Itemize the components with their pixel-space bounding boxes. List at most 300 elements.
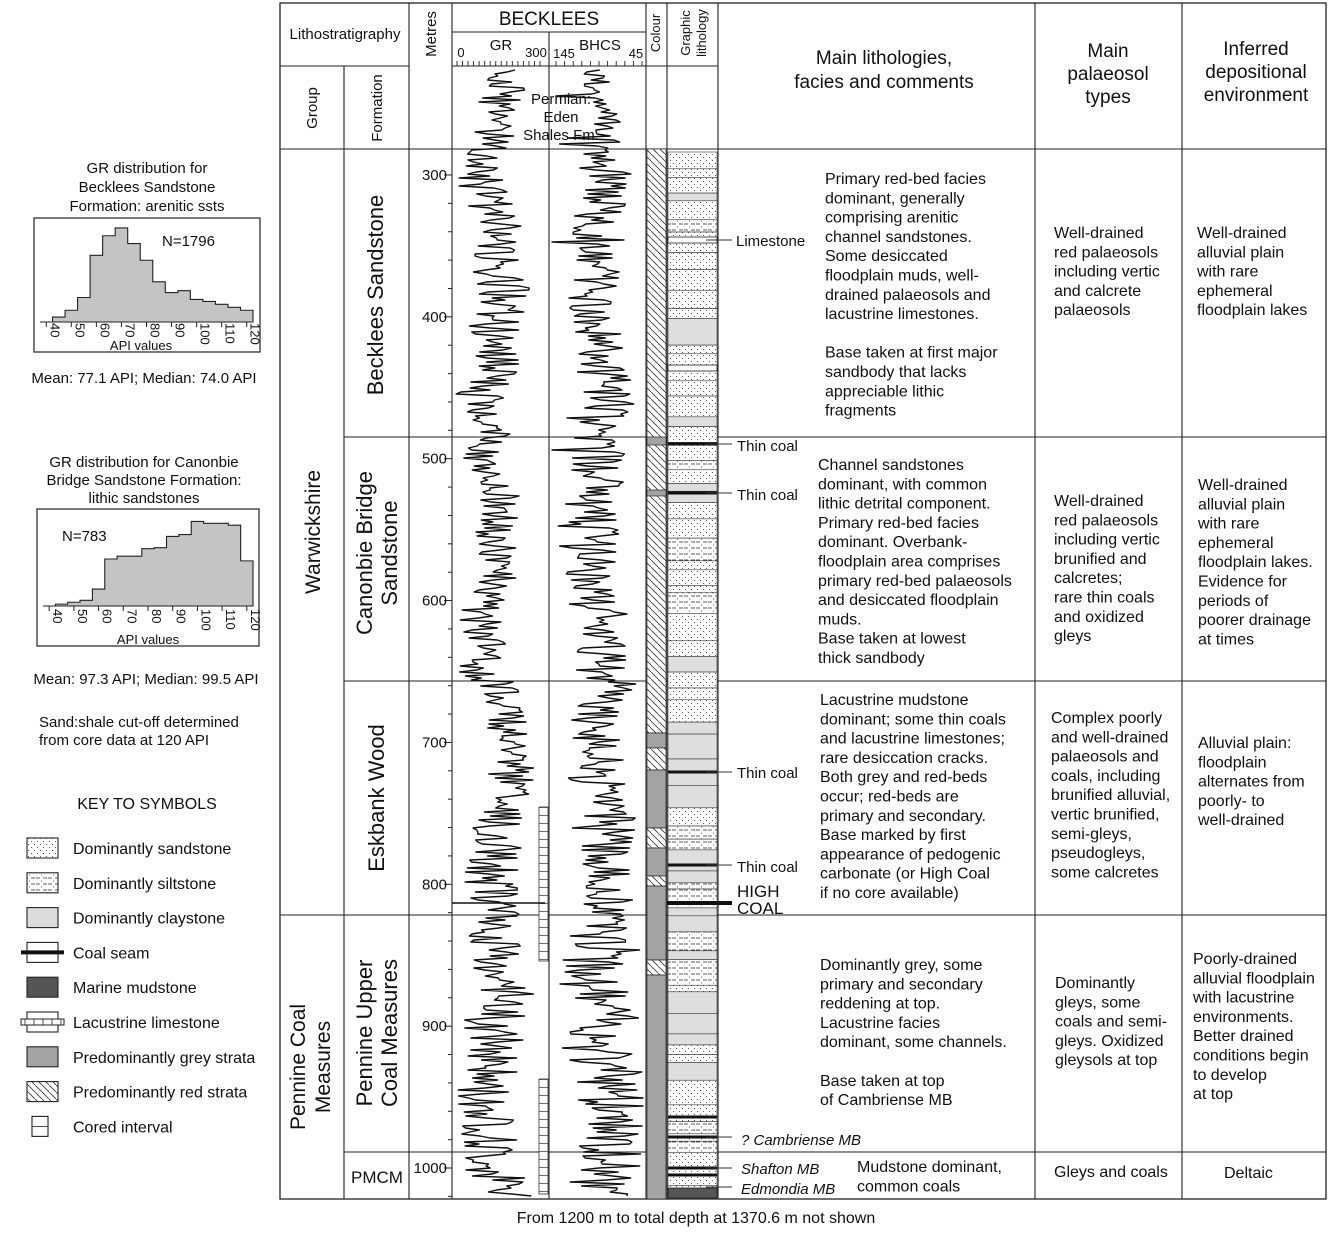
palaeosol-line: calcretes; xyxy=(1054,570,1123,588)
row-3-palaeosol xyxy=(1051,710,1170,881)
header-graphic-2: lithology xyxy=(694,9,709,57)
environment-line: Deltaic xyxy=(1224,1165,1273,1182)
well-name: BECKLEES xyxy=(498,9,600,30)
palaeosol-line: Gleys and coals xyxy=(1054,1164,1168,1181)
lith-bed-sand xyxy=(668,290,717,308)
lith-bed-silt xyxy=(668,932,717,951)
palaeosol-line: brunified alluvial, xyxy=(1051,787,1171,805)
palaeosol-line: gleysols at top xyxy=(1055,1052,1158,1070)
depth-label: 900 xyxy=(421,1018,447,1036)
marker-limestone: Limestone xyxy=(736,233,806,250)
lith-bed-sand xyxy=(668,1055,717,1063)
lith-line: fragments xyxy=(825,402,897,420)
environment-line: to develop xyxy=(1193,1066,1267,1084)
lith-bed-silt xyxy=(668,883,717,889)
marker-thin-coal-3: Thin coal xyxy=(737,765,798,782)
palaeosol-line: pseudogleys, xyxy=(1051,845,1146,863)
environment-line: well-drained xyxy=(1198,812,1285,830)
palaeosol-line: and well-drained xyxy=(1051,729,1169,747)
header-env-1: Inferred xyxy=(1223,39,1289,60)
depth-label: 700 xyxy=(421,734,447,752)
lith-line: dominant, generally xyxy=(825,190,965,208)
key-label: Dominantly sandstone xyxy=(73,841,232,858)
lith-line: primary and secondary. xyxy=(820,807,986,825)
hist2-tick-label: 90 xyxy=(173,609,189,624)
lith-line: carbonate (or High Coal xyxy=(820,865,990,883)
hist2-axis-label: API values xyxy=(116,632,180,647)
environment-line: with lacustrine xyxy=(1193,989,1295,1007)
palaeosol-line: coals, including xyxy=(1051,767,1161,785)
key-item-grey xyxy=(27,1047,255,1067)
lith-bed-silt xyxy=(668,1141,717,1152)
description-blocks xyxy=(818,171,1315,1195)
depth-label: 600 xyxy=(421,592,447,610)
lith-line: lithic detrital component. xyxy=(818,495,991,513)
group-pennine-1: Pennine Coal xyxy=(287,1003,310,1131)
key-item-marine xyxy=(27,977,197,997)
lith-line: Base marked by first xyxy=(820,827,966,845)
marker-cambriense: ? Cambriense MB xyxy=(741,1132,862,1149)
marker-coal: COAL xyxy=(737,899,784,918)
lith-bed-sand xyxy=(668,169,717,178)
palaeosol-line: red palaeosols xyxy=(1054,512,1159,530)
environment-line: floodplain xyxy=(1198,754,1267,772)
environment-line: alluvial plain xyxy=(1198,496,1286,514)
palaeosol-line: Dominantly xyxy=(1055,975,1136,992)
row-4-lith xyxy=(820,957,1007,1109)
palaeosol-line: Well-drained xyxy=(1054,225,1144,242)
lith-bed-silt xyxy=(668,960,717,986)
palaeosol-line: vertic brunified, xyxy=(1051,806,1160,824)
lith-line: Base taken at top xyxy=(820,1072,945,1090)
depth-label: 300 xyxy=(421,167,447,184)
environment-line: Poorly-drained xyxy=(1193,951,1298,968)
palaeosol-line: gleys xyxy=(1054,628,1092,646)
lith-bed-sand xyxy=(668,503,717,519)
marker-thin-coal-1: Thin coal xyxy=(737,438,798,455)
row-4-environment xyxy=(1192,951,1315,1103)
hist2-tick-label: 100 xyxy=(198,609,214,631)
header-main-lith-1: Main lithologies, xyxy=(815,48,953,69)
lith-bed-sand xyxy=(668,700,717,722)
header-main-lith-2: facies and comments xyxy=(794,72,974,93)
depth-axis xyxy=(414,167,452,1196)
hist2-n-label: N=783 xyxy=(62,528,107,545)
hist2-ticks xyxy=(43,606,263,631)
lith-line: comprising arenitic xyxy=(825,209,959,227)
marker-thin-coal-4: Thin coal xyxy=(737,859,798,876)
lith-bed-sand xyxy=(668,1105,717,1122)
header-bhcs: BHCS xyxy=(579,37,621,54)
environment-line: at times xyxy=(1198,631,1255,649)
colour-segment-grey xyxy=(647,975,666,1199)
environment-line: Better drained xyxy=(1193,1028,1294,1046)
header-env-2: depositional xyxy=(1205,62,1307,83)
hist1-tick-label: 40 xyxy=(47,323,63,338)
environment-line: Well-drained xyxy=(1198,477,1288,494)
environment-line: Well-drained xyxy=(1197,225,1287,242)
lith-bed-clay xyxy=(668,992,717,1014)
lith-bed-clay xyxy=(668,656,717,672)
lith-bed-sand xyxy=(668,688,717,700)
lith-line: Some desiccated xyxy=(825,248,948,266)
key-item-coal xyxy=(21,942,149,962)
lith-line: common coals xyxy=(857,1178,961,1196)
lith-bed-silt xyxy=(668,889,717,908)
hist2-tick-label: 60 xyxy=(99,609,115,624)
hist1-tick-label: 60 xyxy=(97,323,113,338)
depth-label: 400 xyxy=(421,308,447,326)
palaeosol-line: some calcretes xyxy=(1051,864,1159,882)
palaeosol-line: Well-drained xyxy=(1054,493,1144,510)
palaeosol-line: gleys. Oxidized xyxy=(1055,1032,1164,1050)
lith-bed-clay xyxy=(668,318,717,345)
group-pennine-2: Measures xyxy=(312,1020,335,1114)
lith-bed-sand xyxy=(668,561,717,570)
formation-canonbie-1: Canonbie Bridge xyxy=(352,471,377,635)
key-item-limestone xyxy=(21,1012,220,1032)
formation-becklees: Becklees Sandstone xyxy=(363,194,388,396)
lith-bed-sand xyxy=(668,427,717,443)
key-item-claystone xyxy=(27,908,225,928)
key-item-siltstone xyxy=(27,873,216,893)
colour-segment-red xyxy=(647,876,666,886)
lith-bed-clay xyxy=(668,484,717,492)
hist1-stats: Mean: 77.1 API; Median: 74.0 API xyxy=(31,370,257,387)
lith-bed-sand xyxy=(668,1152,717,1175)
hist1-axis-label: API values xyxy=(109,338,173,353)
hist2-stats: Mean: 97.3 API; Median: 99.5 API xyxy=(33,671,259,688)
hist1-tick-label: 110 xyxy=(222,323,238,344)
lith-line: reddening at top. xyxy=(820,995,941,1013)
hist1-tick-label: 80 xyxy=(147,323,163,338)
marker-edmondia: Edmondia MB xyxy=(741,1181,836,1198)
header-bhcs-min: 145 xyxy=(553,46,575,61)
lith-line: Dominantly grey, some xyxy=(820,957,983,974)
header-gr-min: 0 xyxy=(457,45,465,60)
row-5-environment xyxy=(1224,1165,1273,1182)
lith-bed-sand xyxy=(668,586,717,593)
lith-line: of Cambriense MB xyxy=(820,1092,953,1110)
depth-label: 500 xyxy=(421,450,447,468)
lith-line: Lacustrine facies xyxy=(820,1014,941,1032)
histogram-becklees xyxy=(31,160,262,387)
header-bhcs-max: 45 xyxy=(628,46,644,61)
key-label: Coal seam xyxy=(73,945,150,963)
environment-line: with rare xyxy=(1197,263,1259,281)
symbol-key xyxy=(21,796,255,1136)
formation-eskbank: Eskbank Wood xyxy=(364,724,389,872)
row-2-environment xyxy=(1197,477,1313,648)
lith-bed-sand xyxy=(668,985,717,992)
hist1-bars xyxy=(53,228,253,322)
lith-line: lacustrine limestones. xyxy=(825,306,979,324)
lith-line: channel sandstones. xyxy=(825,228,972,246)
header-gr-max: 300 xyxy=(525,45,547,60)
lith-line: dominant, with common xyxy=(818,476,987,494)
key-item-red xyxy=(27,1082,247,1102)
key-item-sandstone xyxy=(27,838,231,858)
lith-bed-clay xyxy=(668,417,717,427)
hist2-tick-label: 120 xyxy=(247,609,263,631)
hist1-tick-label: 90 xyxy=(172,323,188,338)
header-palaeosol-2: palaeosol xyxy=(1067,64,1149,85)
environment-line: alluvial plain xyxy=(1197,244,1285,262)
environment-line: ephemeral xyxy=(1198,534,1274,552)
lith-bed-clay xyxy=(668,193,717,201)
hist2-tick-label: 80 xyxy=(149,609,164,624)
lith-bed-sand xyxy=(668,309,717,319)
palaeosol-line: and oxidized xyxy=(1054,608,1144,626)
hist1-title-line1: GR distribution for xyxy=(86,160,208,177)
environment-line: floodplain lakes xyxy=(1197,302,1308,320)
marker-thin-coal-2: Thin coal xyxy=(737,487,798,504)
group-warwickshire: Warwickshire xyxy=(302,469,325,595)
lith-bed-sand xyxy=(668,519,717,538)
hist1-title-line3: Formation: arenitic ssts xyxy=(69,198,225,215)
lith-bed-sand xyxy=(668,177,717,193)
hist1-tick-label: 100 xyxy=(197,323,213,345)
lith-bed-clay xyxy=(668,1062,717,1080)
palaeosol-line: including vertic xyxy=(1054,263,1160,281)
lith-bed-silt xyxy=(668,460,717,469)
row-1-lith xyxy=(825,171,998,420)
row-5-lith xyxy=(857,1159,1002,1195)
cored-interval-1 xyxy=(539,807,548,961)
hist2-tick-label: 40 xyxy=(50,609,66,624)
formation-pennine-upper-1: Pennine Upper xyxy=(352,959,377,1107)
lith-line: dominant, some channels. xyxy=(820,1034,1007,1052)
lith-line: if no core available) xyxy=(820,885,959,902)
header-palaeosol-1: Main xyxy=(1087,41,1129,62)
lith-line: dominant; some thin coals xyxy=(820,711,1006,729)
lith-line: and lacustrine limestones; xyxy=(820,730,1005,748)
hist1-title-line2: Becklees Sandstone xyxy=(78,179,216,196)
permian-label-2: Eden xyxy=(543,109,579,126)
header-graphic-1: Graphic xyxy=(678,10,693,56)
palaeosol-line: gleys, some xyxy=(1055,994,1141,1012)
row-4-palaeosol xyxy=(1055,975,1167,1069)
environment-line: poorer drainage xyxy=(1198,612,1311,630)
lith-line: primary red-bed palaeosols xyxy=(818,572,1012,590)
lith-bed-sand xyxy=(668,345,717,354)
lith-bed-clay xyxy=(668,1034,717,1045)
hist2-title-line3: lithic sandstones xyxy=(88,490,200,507)
header-env-3: environment xyxy=(1203,85,1309,106)
hist2-title-line2: Bridge Sandstone Formation: xyxy=(46,472,242,489)
key-label: Dominantly siltstone xyxy=(73,875,217,893)
environment-line: alternates from xyxy=(1198,773,1305,791)
depth-label: 1000 xyxy=(413,1160,447,1177)
lith-bed-clay xyxy=(668,951,717,960)
palaeosol-line: rare thin coals xyxy=(1054,589,1155,607)
palaeosol-line: and calcrete xyxy=(1054,282,1142,300)
hist2-tick-label: 50 xyxy=(74,609,90,624)
row-2-palaeosol xyxy=(1054,493,1160,645)
lith-line: Both grey and red-beds xyxy=(820,769,988,787)
lith-bed-clay xyxy=(668,916,717,932)
colour-segment-grey xyxy=(647,848,666,876)
formation-pennine-upper-2: Coal Measures xyxy=(377,959,402,1107)
palaeosol-line: Complex poorly xyxy=(1051,710,1163,727)
lith-line: dominant. Overbank- xyxy=(818,534,968,552)
row-1-environment xyxy=(1196,225,1307,319)
lith-bed-silt xyxy=(668,538,717,561)
lith-bed-sand xyxy=(668,396,717,417)
lith-bed-clay xyxy=(668,871,717,883)
palaeosol-line: including vertic xyxy=(1054,531,1160,549)
lith-bed-clay xyxy=(668,722,717,734)
histogram-canonbie xyxy=(33,454,262,688)
colour-segment-grey xyxy=(647,886,666,960)
formation-pmcm: PMCM xyxy=(351,1168,403,1187)
colour-segment-grey xyxy=(647,733,666,748)
environment-line: alluvial floodplain xyxy=(1193,970,1315,988)
environment-line: at top xyxy=(1193,1086,1234,1104)
lith-line: Mudstone dominant, xyxy=(857,1159,1002,1176)
lith-bed-silt xyxy=(668,220,717,232)
palaeosol-line: red palaeosols xyxy=(1054,244,1159,262)
lith-bed-sand xyxy=(668,641,717,657)
lith-bed-sand xyxy=(668,570,717,586)
lith-bed-sand xyxy=(668,252,717,269)
lith-bed-silt xyxy=(668,826,717,839)
header-palaeosol-3: types xyxy=(1085,87,1131,108)
environment-line: Alluvial plain: xyxy=(1198,735,1292,752)
lith-bed-sand xyxy=(668,672,717,688)
lith-line: floodplain area comprises xyxy=(818,553,1001,571)
lith-line: rare desiccation cracks. xyxy=(820,749,989,767)
header-lithostratigraphy: Lithostratigraphy xyxy=(289,26,401,43)
environment-line: with rare xyxy=(1198,515,1260,533)
lith-bed-sand xyxy=(668,201,717,220)
palaeosol-line: brunified and xyxy=(1054,550,1147,568)
cutoff-note-line2: from core data at 120 API xyxy=(39,732,210,749)
lith-bed-sand xyxy=(668,614,717,641)
hist1-n-label: N=1796 xyxy=(162,233,215,250)
marker-high: HIGH xyxy=(737,882,780,901)
marker-shafton: Shafton MB xyxy=(741,1161,820,1178)
footer-note: From 1200 m to total depth at 1370.6 m not shown xyxy=(516,1210,876,1227)
key-item-cored xyxy=(32,1116,173,1136)
key-label: Predominantly red strata xyxy=(73,1084,248,1102)
lith-line: sandbody that lacks xyxy=(825,364,967,381)
lith-line: Primary red-bed facies xyxy=(825,171,986,188)
lith-line: Primary red-bed facies xyxy=(818,514,979,532)
lith-line: Channel sandstones xyxy=(818,457,964,474)
environment-line: periods of xyxy=(1198,592,1269,610)
lith-bed-clay xyxy=(668,908,717,916)
cutoff-note-line1: Sand:shale cut-off determined xyxy=(39,714,239,731)
header-gr: GR xyxy=(489,37,513,54)
lith-line: Base taken at lowest xyxy=(818,630,966,648)
hist2-tick-label: 110 xyxy=(223,609,239,630)
row-3-environment xyxy=(1197,735,1305,829)
lith-bed-sand xyxy=(668,1176,717,1186)
lith-bed-sand xyxy=(668,1045,717,1055)
environment-line: conditions begin xyxy=(1193,1047,1309,1065)
lith-bed-clay xyxy=(668,1013,717,1034)
lith-bed-sand xyxy=(668,1080,717,1105)
lith-line: Base taken at first major xyxy=(825,344,998,362)
lith-bed-sand xyxy=(668,381,717,396)
lith-bed-silt xyxy=(668,593,717,614)
environment-line: poorly- to xyxy=(1198,792,1265,810)
permian-label-3: Shales Fm. xyxy=(523,127,599,144)
key-label: Marine mudstone xyxy=(73,980,197,998)
graphic-lithology-column xyxy=(668,152,717,1198)
lith-bed-silt xyxy=(668,839,717,850)
lith-line: Lacustrine mudstone xyxy=(820,692,969,709)
key-label: Cored interval xyxy=(73,1119,173,1137)
hist2-tick-label: 70 xyxy=(124,609,140,624)
row-2-lith xyxy=(818,457,1012,667)
palaeosol-line: palaeosols and xyxy=(1051,748,1159,766)
lith-bed-sand xyxy=(668,269,717,290)
lith-line: appearance of pedogenic xyxy=(820,846,1001,864)
environment-line: ephemeral xyxy=(1197,282,1273,300)
lith-line: drained palaeosols and xyxy=(825,286,991,304)
key-items xyxy=(21,838,255,1136)
colour-segment-grey xyxy=(647,770,666,828)
limestone-band xyxy=(668,365,717,371)
formation-canonbie-2: Sandstone xyxy=(377,500,402,606)
palaeosol-line: semi-gleys, xyxy=(1051,825,1132,843)
lith-bed-silt xyxy=(668,1122,717,1134)
row-1-palaeosol xyxy=(1054,225,1160,319)
header-group: Group xyxy=(304,87,321,129)
key-label: Predominantly grey strata xyxy=(73,1049,256,1067)
environment-line: floodplain lakes. xyxy=(1198,554,1313,572)
colour-segment-red xyxy=(647,960,666,975)
header-colour: Colour xyxy=(648,13,663,53)
marine-mudstone-band xyxy=(668,1188,717,1198)
hist2-title-line1: GR distribution for Canonbie xyxy=(49,454,239,471)
lith-line: floodplain muds, well- xyxy=(825,267,979,285)
row-3-lith xyxy=(820,692,1006,902)
lith-bed-clay xyxy=(668,734,717,759)
lith-line: appreciable lithic xyxy=(825,383,945,401)
environment-line: environments. xyxy=(1193,1008,1294,1026)
lith-line: thick sandbody xyxy=(818,650,925,667)
gr-log-curve xyxy=(456,70,533,1196)
hist1-tick-label: 70 xyxy=(122,323,138,338)
hist1-tick-label: 120 xyxy=(247,323,263,345)
colour-column xyxy=(647,149,666,1199)
key-title: KEY TO SYMBOLS xyxy=(77,796,217,813)
lith-line: occur; red-beds are xyxy=(820,788,959,806)
hist1-tick-label: 50 xyxy=(72,323,88,338)
hist1-bars-shape xyxy=(53,228,253,322)
lith-line: primary and secondary xyxy=(820,976,983,994)
colour-segment-red xyxy=(647,748,666,770)
lith-line: and desiccated floodplain xyxy=(818,592,999,610)
environment-line: Evidence for xyxy=(1198,573,1287,591)
palaeosol-line: coals and semi- xyxy=(1055,1013,1168,1031)
lith-bed-sand xyxy=(668,808,717,826)
lith-bed-sand xyxy=(668,152,717,169)
palaeosol-line: palaeosols xyxy=(1054,302,1131,320)
lith-bed-clay xyxy=(668,850,717,871)
cored-interval-2 xyxy=(539,1079,548,1194)
header-formation: Formation xyxy=(369,74,386,142)
permian-label-1: Permian: xyxy=(530,91,592,108)
colour-segment-red xyxy=(647,828,666,848)
key-label: Dominantly claystone xyxy=(73,910,226,928)
key-label: Lacustrine limestone xyxy=(73,1015,220,1032)
lith-bed-sand xyxy=(668,470,717,484)
bhcs-log-curve xyxy=(552,70,643,1196)
